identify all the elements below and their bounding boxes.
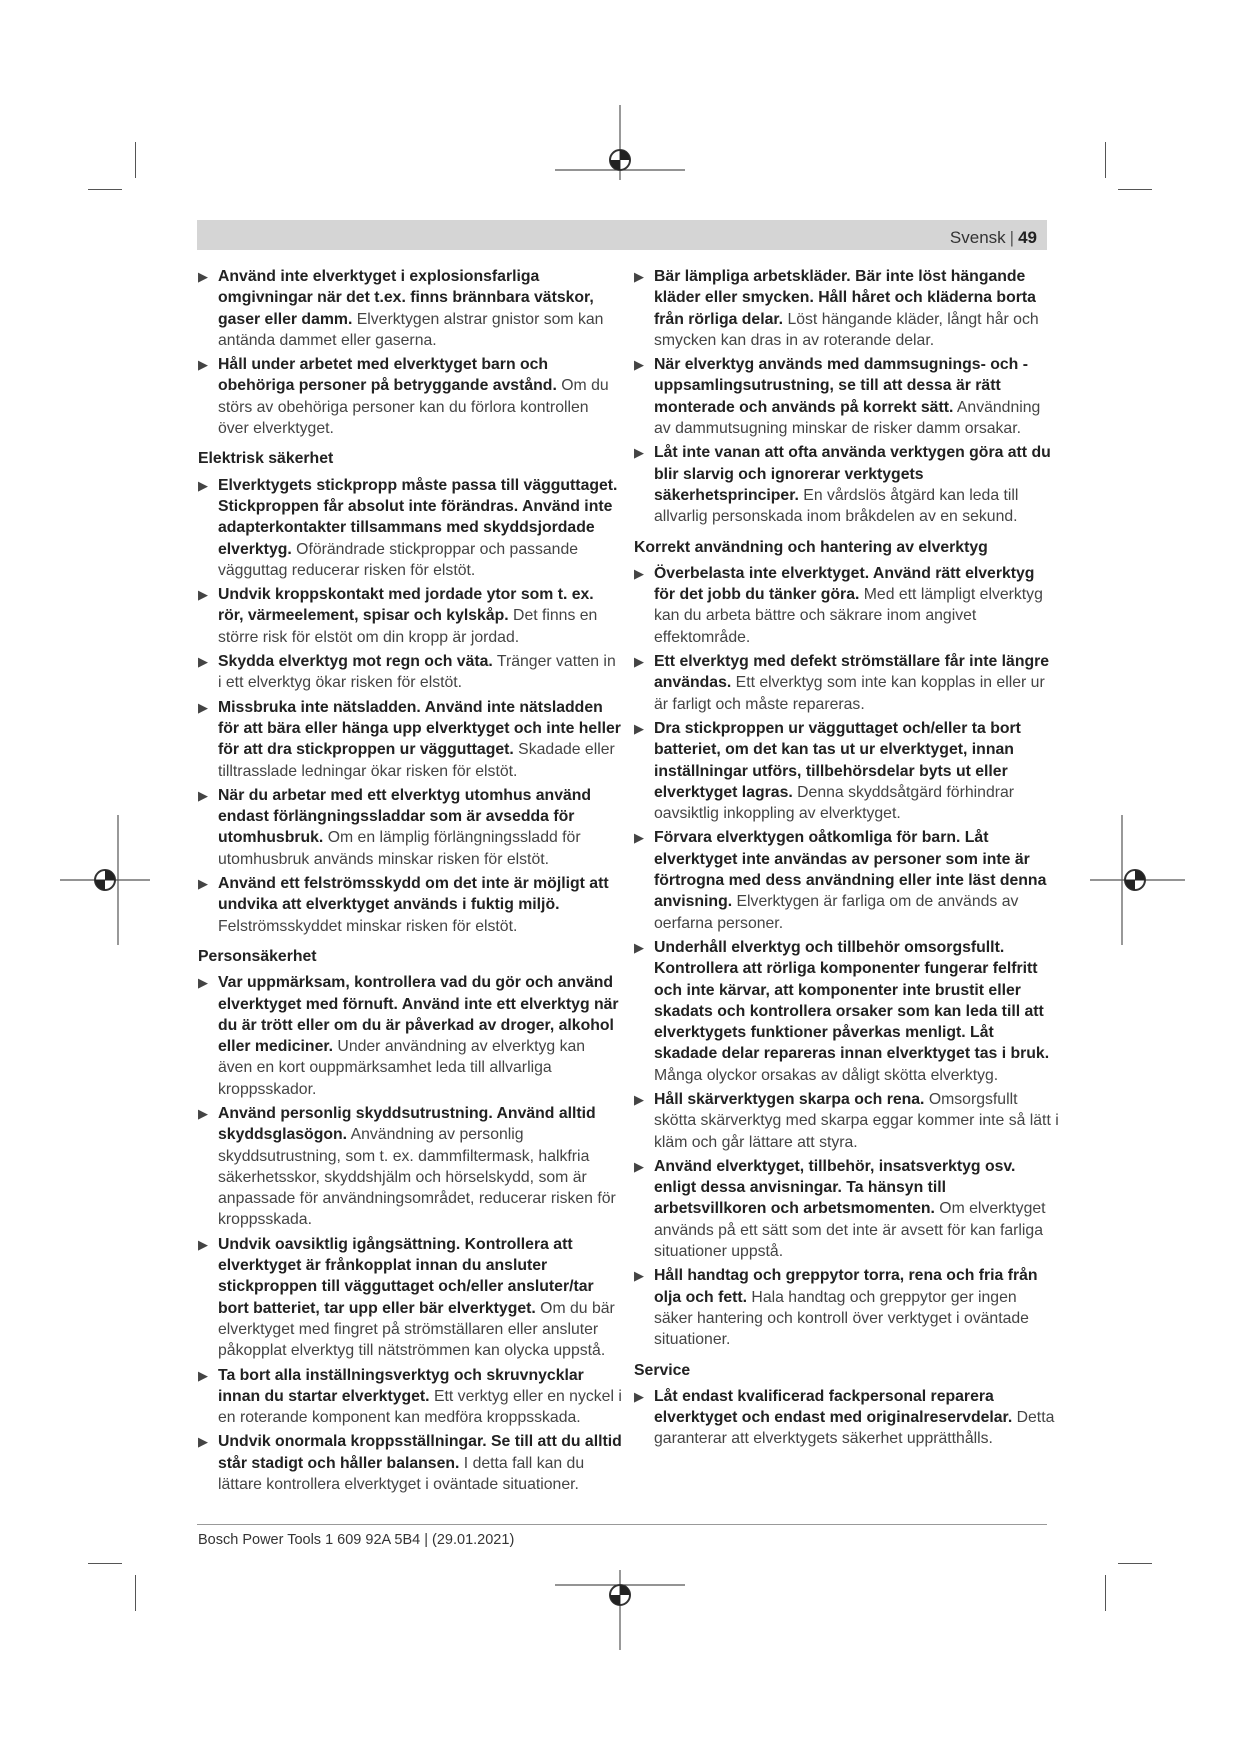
separator: | xyxy=(1009,228,1015,247)
section-heading-service: Service xyxy=(634,1361,691,1379)
bullet-arrow-icon: ▶ xyxy=(198,1434,208,1450)
list-item xyxy=(198,1103,623,1231)
crop-mark-bottom-left-h xyxy=(88,1563,122,1564)
bullet-arrow-icon: ▶ xyxy=(634,939,644,955)
item-body-text: Elverktygen är farliga om de används av oerfarna personer. xyxy=(654,893,1019,932)
bullet-arrow-icon: ▶ xyxy=(198,1367,208,1383)
item-body-text: Under användning av elverktyg kan även en kort ouppmärksamhet leda till allvarliga kroppsskador. xyxy=(218,1038,586,1098)
item-body-text: Oförändrade stickproppar och passande vägguttag reducerar risken för elstöt. xyxy=(218,540,579,579)
item-bold-text: Var uppmärksam, kontrollera vad du gör och använd elverktyget med förnuft. Använd inte ett elverktyg när du är trött eller om du är påverkad av droger, alkohol eller mediciner. xyxy=(218,974,619,1056)
registration-mark-bottom-icon xyxy=(555,1570,685,1655)
right-column xyxy=(634,266,1059,1453)
bullet-arrow-icon: ▶ xyxy=(198,269,208,284)
list-item xyxy=(198,697,623,782)
item-body-text: Ett verktyg eller en nyckel i en roterande komponent kan medföra kroppsskada. xyxy=(218,1387,622,1427)
item-body-text: Om du bär elverktyget med fingret på strömställaren eller ansluter påkopplat elverktyg till nätströmmen kan olycka uppstå. xyxy=(218,1299,615,1360)
crop-mark-top-left-v xyxy=(135,142,136,178)
list-item xyxy=(634,1265,1059,1350)
header-bar xyxy=(197,220,1047,250)
item-bold-text: Bär lämpliga arbetskläder. Bär inte löst hängande kläder eller smycken. Håll håret och kläderna borta från rörliga delar. xyxy=(654,268,1036,328)
section-heading-electrical: Elektrisk säkerhet xyxy=(198,450,334,468)
list-item xyxy=(634,827,1059,933)
bullet-arrow-icon: ▶ xyxy=(198,699,208,715)
item-body-text: Om du störs av obehöriga personer kan du förlora kontrollen över elverktyget. xyxy=(218,377,609,438)
usage-list xyxy=(634,563,1059,1351)
service-list xyxy=(634,1386,1059,1450)
crop-mark-top-left-h xyxy=(88,189,122,190)
item-bold-text: När elverktyg används med dammsugnings- och -uppsamlingsutrustning, se till att dessa är rätt monterade och används på korrekt sätt. xyxy=(654,356,1028,416)
bullet-arrow-icon: ▶ xyxy=(198,1236,208,1252)
item-bold-text: Missbruka inte nätsladden. Använd inte nätsladden för att bära eller hänga upp elverktyget och inte heller för att dra stickproppen ur vägguttaget. xyxy=(218,698,621,759)
item-bold-text: När du arbetar med ett elverktyg utomhus använd endast förlängningssladdar som är avsedda för utomhusbruk. xyxy=(218,786,592,847)
crop-mark-top-right-h xyxy=(1118,189,1152,190)
registration-mark-left-icon xyxy=(60,815,150,945)
item-body-text: Tränger vatten in i ett elverktyg ökar risken för elstöt. xyxy=(218,653,616,692)
list-item xyxy=(198,972,623,1100)
list-item xyxy=(198,785,623,870)
item-bold-text: Använd personlig skyddsutrustning. Använd alltid skyddsglasögon. xyxy=(218,1104,596,1144)
item-bold-text: Elverktygets stickpropp måste passa till vägguttaget. Stickproppen får absolut inte förändras. Använd inte adapterkontakter tillsammans med skyddsjordade elverktyg. xyxy=(218,476,618,558)
crop-mark-bottom-right-h xyxy=(1118,1563,1152,1564)
bullet-arrow-icon: ▶ xyxy=(198,587,208,603)
item-body-text: Många olyckor orsakas av dåligt skötta elverktyg. xyxy=(654,1066,999,1084)
item-bold-text: Dra stickproppen ur vägguttaget och/eller ta bort batteriet, om det kan tas ut ur elverktyget, innan inställningar utförs, tillbehörsdelar byts ut eller elverktyget lagras. xyxy=(654,719,1021,801)
electrical-safety-list xyxy=(198,475,623,937)
item-body-text: Omsorgsfullt skötta skärverktyg med skarpa eggar kommer inte så lätt i kläm och går lättare att styra. xyxy=(654,1090,1059,1151)
section-heading-personal: Personsäkerhet xyxy=(198,947,317,965)
item-body-text: Om en lämplig förlängningssladd för utomhusbruk används minskar risken för elstöt. xyxy=(218,829,581,868)
page-label xyxy=(950,228,1047,248)
bullet-arrow-icon: ▶ xyxy=(198,975,208,991)
item-bold-text: Skydda elverktyg mot regn och väta. xyxy=(218,653,493,671)
crop-mark-bottom-left-v xyxy=(135,1575,136,1611)
list-item xyxy=(634,1089,1059,1153)
bullet-arrow-icon: ▶ xyxy=(634,269,644,284)
crop-mark-top-right-v xyxy=(1105,142,1106,178)
bullet-arrow-icon: ▶ xyxy=(634,654,644,670)
list-item xyxy=(198,651,623,694)
list-item xyxy=(634,651,1059,715)
left-column xyxy=(198,266,623,1498)
language-label: Svensk xyxy=(949,228,1006,247)
item-bold-text: Ett elverktyg med defekt strömställare får inte längre användas. xyxy=(654,653,1050,692)
item-bold-text: Håll under arbetet med elverktyget barn och obehöriga personer på betryggande avstånd. xyxy=(218,356,557,395)
bullet-arrow-icon: ▶ xyxy=(634,1158,644,1174)
item-bold-text: Använd ett felströmsskydd om det inte är möjligt att undvika att elverktyget används i fuktig miljö. xyxy=(218,875,609,914)
left-intro-list xyxy=(198,266,623,439)
registration-mark-right-icon xyxy=(1090,815,1185,945)
item-body-text: En vårdslös åtgärd kan leda till allvarlig personskada inom bråkdelen av en sekund. xyxy=(654,486,1019,526)
list-item xyxy=(198,1365,623,1429)
list-item xyxy=(198,584,623,648)
list-item xyxy=(634,1386,1059,1450)
item-bold-text: Underhåll elverktyg och tillbehör omsorgsfullt. Kontrollera att rörliga komponenter fungerar felfritt och inte kärvar, att komponenter inte brustit eller skadats och kontrollera orsaker som kan leda till att elverktygets funktioner påverkas menligt. Låt skadade delar repareras innan elverktyget tas i bruk. xyxy=(654,938,1050,1063)
item-body-text: Skadade eller tilltrasslade ledningar ökar risken för elstöt. xyxy=(218,741,615,780)
list-item xyxy=(198,354,623,439)
bullet-arrow-icon: ▶ xyxy=(198,477,208,493)
bullet-arrow-icon: ▶ xyxy=(634,720,644,736)
item-body-text: Det finns en större risk för elstöt om din kropp är jordad. xyxy=(218,607,598,646)
bullet-arrow-icon: ▶ xyxy=(198,357,208,373)
item-body-text: Användning av personlig skyddsutrustning, som t. ex. dammfiltermask, halkfria säkerhetsskor, skyddshjälm och hörselskydd, som är anpassade för användningsområdet, reducerar risken för kroppsskada. xyxy=(218,1126,616,1229)
item-body-text: Användning av dammutsugning minskar de risker damm orsakar. xyxy=(654,398,1041,438)
item-bold-text: Ta bort alla inställningsverktyg och skruvnycklar innan du startar elverktyget. xyxy=(218,1366,584,1405)
footer-text: Bosch Power Tools 1 609 92A 5B4 | (29.01.2021) xyxy=(198,1532,515,1548)
bullet-arrow-icon: ▶ xyxy=(634,565,644,581)
item-bold-text: Undvik oavsiktlig igångsättning. Kontrollera att elverktyget är frånkopplat innan du ansluter stickproppen till vägguttaget och/eller ansluter/tar bort batteriet, tar upp eller bär elverktyget. xyxy=(218,1235,594,1317)
item-body-text: Denna skyddsåtgärd förhindrar oavsiktlig inkoppling av elverktyget. xyxy=(654,783,1015,823)
list-item xyxy=(198,475,623,581)
right-intro-list xyxy=(634,266,1059,528)
item-body-text: Ett elverktyg som inte kan kopplas in eller ur är farligt och måste repareras. xyxy=(654,674,1045,713)
bullet-arrow-icon: ▶ xyxy=(198,654,208,670)
list-item xyxy=(198,266,623,351)
registration-mark-top-icon xyxy=(555,105,685,200)
list-item xyxy=(634,266,1059,351)
list-item xyxy=(634,354,1059,439)
item-bold-text: Använd inte elverktyget i explosionsfarliga omgivningar när det t.ex. finns brännbara vätskor, gaser eller damm. xyxy=(218,268,594,328)
bullet-arrow-icon: ▶ xyxy=(198,787,208,803)
bullet-arrow-icon: ▶ xyxy=(198,1105,208,1121)
list-item xyxy=(634,563,1059,648)
personal-safety-list xyxy=(198,972,623,1495)
item-body-text: Om elverktyget används på ett sätt som det inte är avsett för kan farliga situationer uppstå. xyxy=(654,1200,1046,1261)
footer-rule xyxy=(197,1524,1047,1525)
item-bold-text: Låt inte vanan att ofta använda verktygen göra att du blir slarvig och ignorerar verktygets säkerhetsprinciper. xyxy=(654,444,1051,504)
item-bold-text: Använd elverktyget, tillbehör, insatsverktyg osv. enligt dessa anvisningar. Ta hänsyn till arbetsvillkoren och arbetsmomenten. xyxy=(654,1157,1016,1218)
item-bold-text: Håll handtag och greppytor torra, rena och fria från olja och fett. xyxy=(654,1267,1038,1306)
item-bold-text: Undvik onormala kroppsställningar. Se till att du alltid står stadigt och håller balansen. xyxy=(218,1433,622,1472)
crop-mark-bottom-right-v xyxy=(1105,1575,1106,1611)
item-bold-text: Överbelasta inte elverktyget. Använd rätt elverktyg för det jobb du tänker göra. xyxy=(654,564,1035,604)
page-number: 49 xyxy=(1018,228,1037,247)
bullet-arrow-icon: ▶ xyxy=(634,445,644,461)
item-bold-text: Förvara elverktygen oåtkomliga för barn. Låt elverktyget inte användas av personer som inte är förtrogna med dess användning eller inte läst denna anvisning. xyxy=(654,829,1047,911)
bullet-arrow-icon: ▶ xyxy=(198,876,208,892)
item-body-text: Felströmsskyddet minskar risken för elstöt. xyxy=(218,917,518,935)
list-item xyxy=(198,1431,623,1495)
list-item xyxy=(634,1156,1059,1262)
bullet-arrow-icon: ▶ xyxy=(634,357,644,373)
section-heading-usage: Korrekt användning och hantering av elverktyg xyxy=(634,538,988,556)
bullet-arrow-icon: ▶ xyxy=(634,1268,644,1284)
item-body-text: Löst hängande kläder, långt hår och smycken kan dras in av roterande delar. xyxy=(654,310,1039,349)
item-bold-text: Håll skärverktygen skarpa och rena. xyxy=(654,1090,925,1108)
bullet-arrow-icon: ▶ xyxy=(634,830,644,846)
list-item xyxy=(634,937,1059,1086)
list-item xyxy=(634,442,1059,527)
item-body-text: Detta garanterar att elverktygets säkerhet upprätthålls. xyxy=(654,1409,1055,1448)
item-body-text: I detta fall kan du lättare kontrollera elverktyget i oväntade situationer. xyxy=(218,1454,585,1494)
item-body-text: Hala handtag och greppytor ger ingen säker hantering och kontroll över verktyget i oväntade situationer. xyxy=(654,1288,1029,1349)
list-item xyxy=(198,873,623,937)
list-item xyxy=(634,718,1059,824)
item-bold-text: Undvik kroppskontakt med jordade ytor som t. ex. rör, värmeelement, spisar och kylskåp. xyxy=(218,586,594,625)
item-body-text: Med ett lämpligt elverktyg kan du arbeta bättre och säkrare inom angivet effektområde. xyxy=(654,586,1043,646)
bullet-arrow-icon: ▶ xyxy=(634,1388,644,1404)
bullet-arrow-icon: ▶ xyxy=(634,1091,644,1107)
item-body-text: Elverktygen alstrar gnistor som kan antända dammet eller gaserna. xyxy=(218,310,604,349)
list-item xyxy=(198,1234,623,1362)
item-bold-text: Låt endast kvalificerad fackpersonal reparera elverktyget och endast med originalreservdelar. xyxy=(654,1387,1013,1427)
